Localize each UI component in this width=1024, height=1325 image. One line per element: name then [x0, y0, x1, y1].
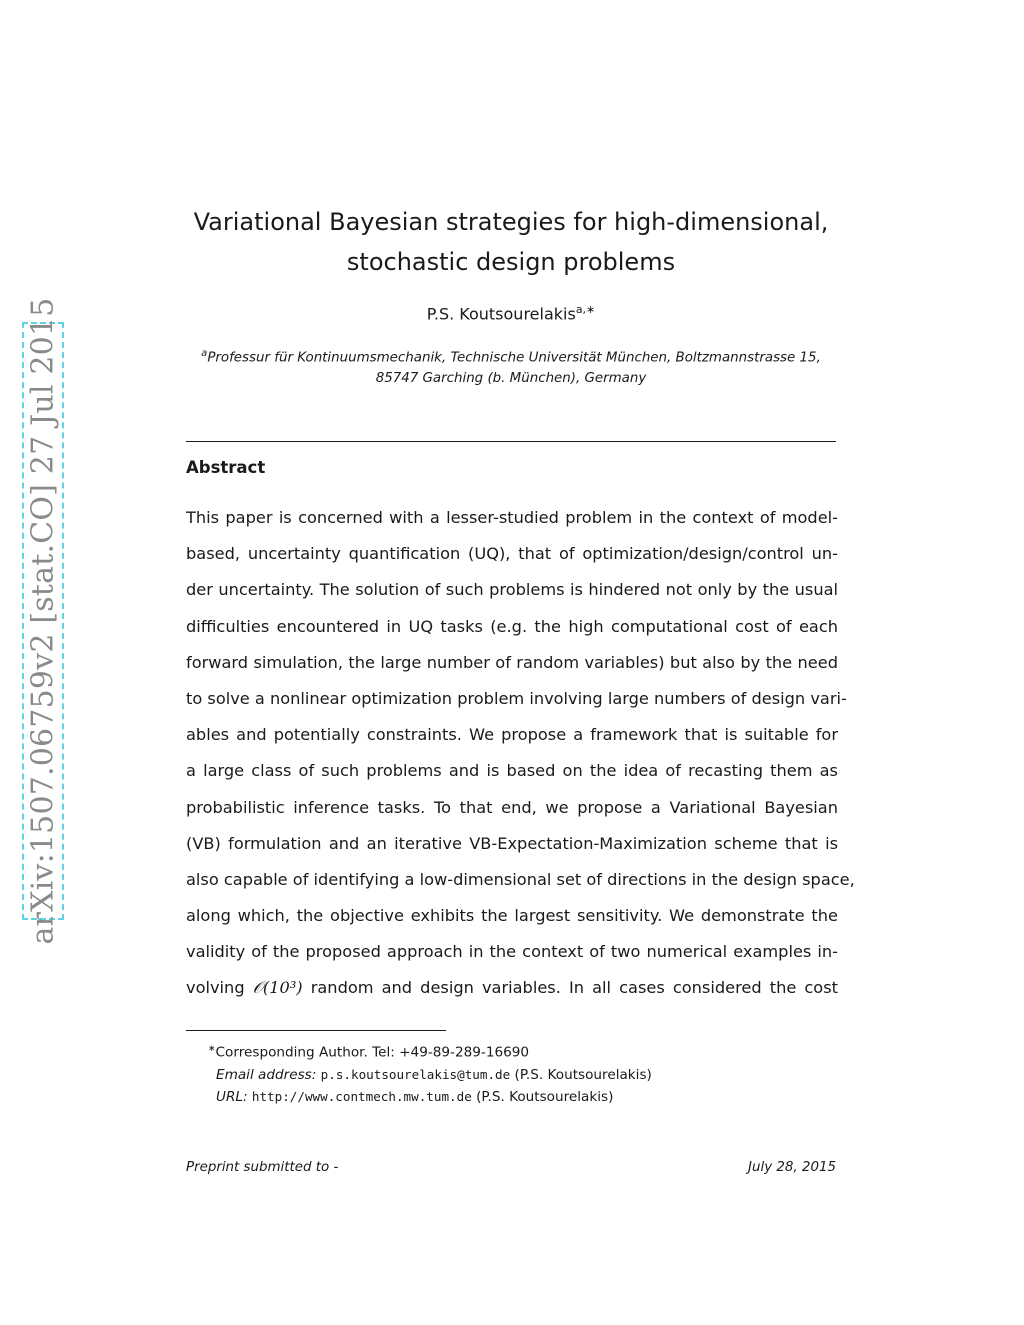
footnote-corresponding [208, 1038, 652, 1064]
footnote-divider [186, 1030, 446, 1031]
header-divider [186, 441, 836, 442]
footnote-email [216, 1064, 652, 1086]
abstract-line: (VB) formulation and an iterative VB-Expectation-Maximization scheme that is [186, 833, 838, 853]
abstract-line: to solve a nonlinear optimization problem involving large numbers of design vari- [186, 688, 847, 708]
abstract-line: difficulties encountered in UQ tasks (e.g. the high computational cost of each [186, 616, 838, 636]
author-name: P.S. Koutsourelakis [426, 304, 576, 324]
abstract-line: a large class of such problems and is based on the idea of recasting them as [186, 761, 838, 781]
abstract-line: also capable of identifying a low-dimensional set of directions in the design space, [186, 869, 855, 889]
author-line [186, 303, 836, 323]
abstract-line: based, uncertainty quantification (UQ), that of optimization/design/control un- [186, 544, 838, 564]
abstract-heading: Abstract [186, 458, 266, 477]
abstract-line: along which, the objective exhibits the largest sensitivity. We demonstrate the [186, 906, 838, 926]
email-address: p.s.koutsourelakis@tum.de [320, 1066, 511, 1082]
abstract-line: der uncertainty. The solution of such problems is hindered not only by the usual [186, 580, 838, 600]
paper-title [186, 202, 836, 282]
abstract-line: This paper is concerned with a lesser-studied problem in the context of model- [186, 508, 838, 527]
abstract-last-post: random and design variables. In all cases considered the cost [310, 978, 838, 998]
affiliation-line-2: 85747 Garching (b. München), Germany [375, 371, 647, 387]
abstract-line: ables and potentially constraints. We propose a framework that is suitable for [186, 725, 838, 745]
email-owner: (P.S. Koutsourelakis) [514, 1066, 652, 1083]
preprint-date: July 28, 2015 [748, 1160, 836, 1175]
footnote-mark: ∗ [208, 1044, 216, 1054]
email-label: Email address: [216, 1066, 317, 1083]
arxiv-identifier-stamp [22, 297, 64, 945]
affiliation-text-1: Professur für Kontinuumsmechanik, Technische Universität München, Boltzmannstrasse 15, [207, 350, 821, 366]
paper-title-line-2: stochastic design problems [346, 248, 676, 276]
abstract-line: probabilistic inference tasks. To that end, we propose a Variational Bayesian [186, 797, 838, 817]
preprint-note: Preprint submitted to - [186, 1160, 339, 1175]
abstract-line-last [186, 970, 838, 1006]
abstract-body [186, 500, 855, 1007]
big-o-notation: 𝒪(10³) [252, 978, 303, 998]
abstract-last-pre: volving [186, 978, 245, 998]
affiliation-line-1 [186, 343, 836, 368]
paper-title-line-1: Variational Bayesian strategies for high-dimensional, [193, 208, 829, 236]
author-affiliation-marks: a,∗ [575, 303, 596, 316]
affiliation-mark: a [201, 348, 208, 359]
affiliation-block [186, 343, 836, 389]
url-owner: (P.S. Koutsourelakis) [476, 1088, 614, 1105]
abstract-line: validity of the proposed approach in the context of two numerical examples in- [186, 942, 838, 962]
footnote-url [216, 1086, 652, 1108]
url-link: http://www.contmech.mw.tum.de [251, 1088, 472, 1104]
footnotes [208, 1038, 652, 1108]
footnote-corresponding-text: Corresponding Author. Tel: +49-89-289-16690 [215, 1044, 530, 1061]
abstract-line: forward simulation, the large number of random variables) but also by the need [186, 652, 838, 672]
url-label: URL: [216, 1088, 248, 1105]
arxiv-identifier-text: arXiv:1507.06759v2 [stat.CO] 27 Jul 2015 [25, 297, 61, 945]
